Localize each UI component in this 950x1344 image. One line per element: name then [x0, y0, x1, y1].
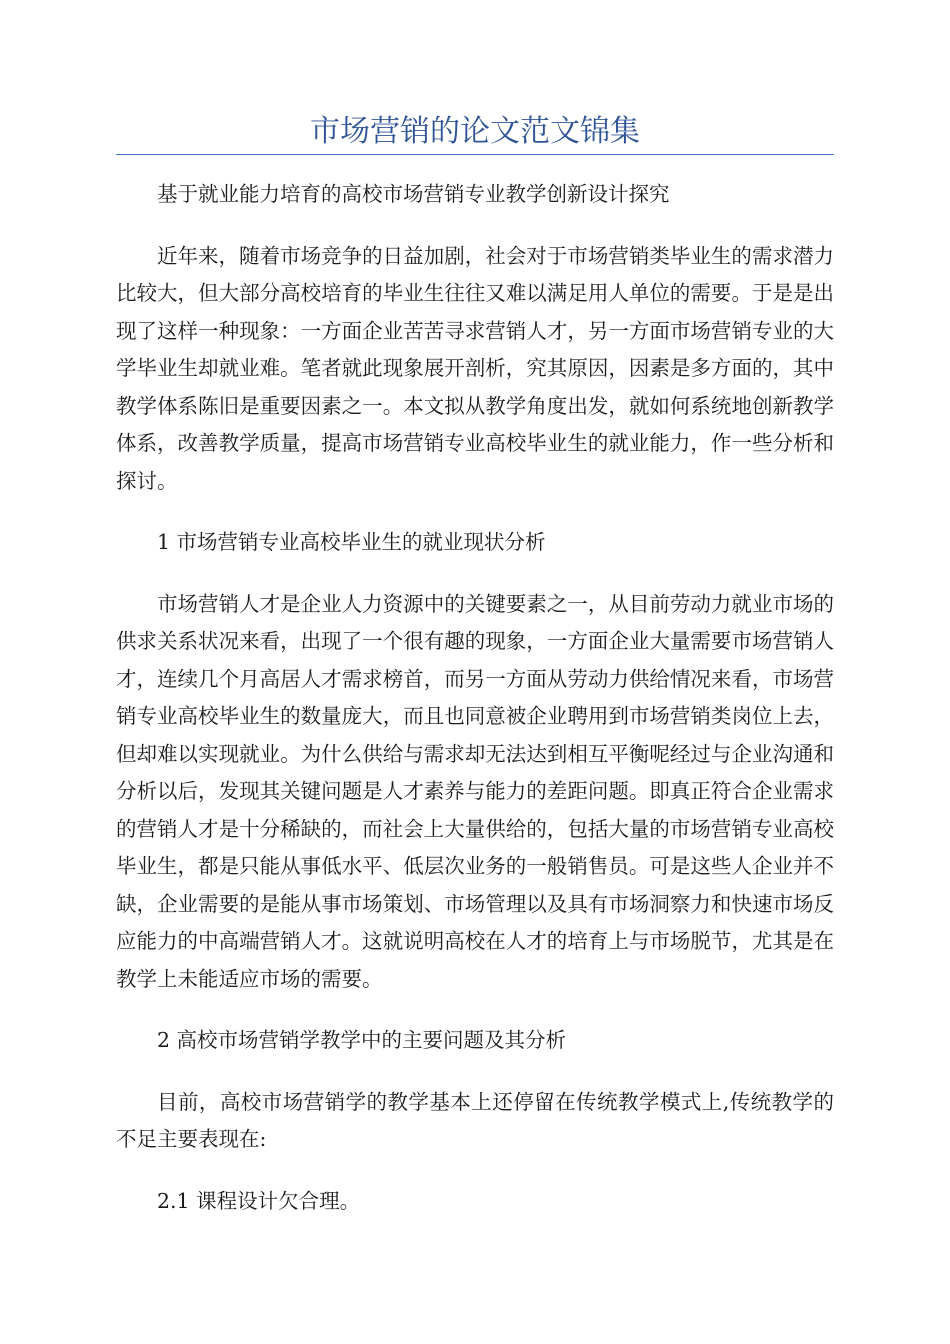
intro-paragraph: 近年来，随着市场竞争的日益加剧，社会对于市场营销类毕业生的需求潜力比较大，但大部分高校培育的毕业生往往又难以满足用人单位的需要。于是是出现了这样一种现象：一方面企业苦苦寻求营销人才，另一方面市场营销专业的大学毕业生却就业难。笔者就此现象展开剖析，究其原因，因素是多方面的，其中教学体系陈旧是重要因素之一。本文拟从教学角度出发，就如何系统地创新教学体系，改善教学质量，提高市场营销专业高校毕业生的就业能力，作一些分析和探讨。 [116, 243, 834, 493]
subsection-heading-2-1: 2.1 课程设计欠合理。 [157, 1188, 361, 1213]
document-title: 市场营销的论文范文锦集 [310, 114, 640, 149]
section-heading-2: 2 高校市场营销学教学中的主要问题及其分析 [157, 1028, 567, 1052]
article-heading: 基于就业能力培育的高校市场营销专业教学创新设计探究 [157, 182, 670, 206]
section-2-paragraph: 目前，高校市场营销学的教学基本上还停留在传统教学模式上,传统教学的不足主要表现在: [116, 1089, 834, 1151]
document-body [116, 176, 834, 1244]
section-heading-1: 1 市场营销专业高校毕业生的就业现状分析 [157, 530, 546, 554]
section-1-paragraph: 市场营销人才是企业人力资源中的关键要素之一，从目前劳动力就业市场的供求关系状况来看，出现了一个很有趣的现象，一方面企业大量需要市场营销人才，连续几个月高居人才需求榜首，而另一方面从劳动力供给情况来看，市场营销专业高校毕业生的数量庞大，而且也同意被企业聘用到市场营销类岗位上去，但却难以实现就业。为什么供给与需求却无法达到相互平衡呢经过与企业沟通和分析以后，发现其关键问题是人才素养与能力的差距问题。即真正符合企业需求的营销人才是十分稀缺的，而社会上大量供给的，包括大量的市场营销专业高校毕业生，都是只能从事低水平、低层次业务的一般销售员。可是这些人企业并不缺，企业需要的是能从事市场策划、市场管理以及具有市场洞察力和快速市场反应能力的中高端营销人才。这就说明高校在人才的培育上与市场脱节，尤其是在教学上未能适应市场的需要。 [116, 591, 834, 991]
title-underline [116, 154, 834, 155]
